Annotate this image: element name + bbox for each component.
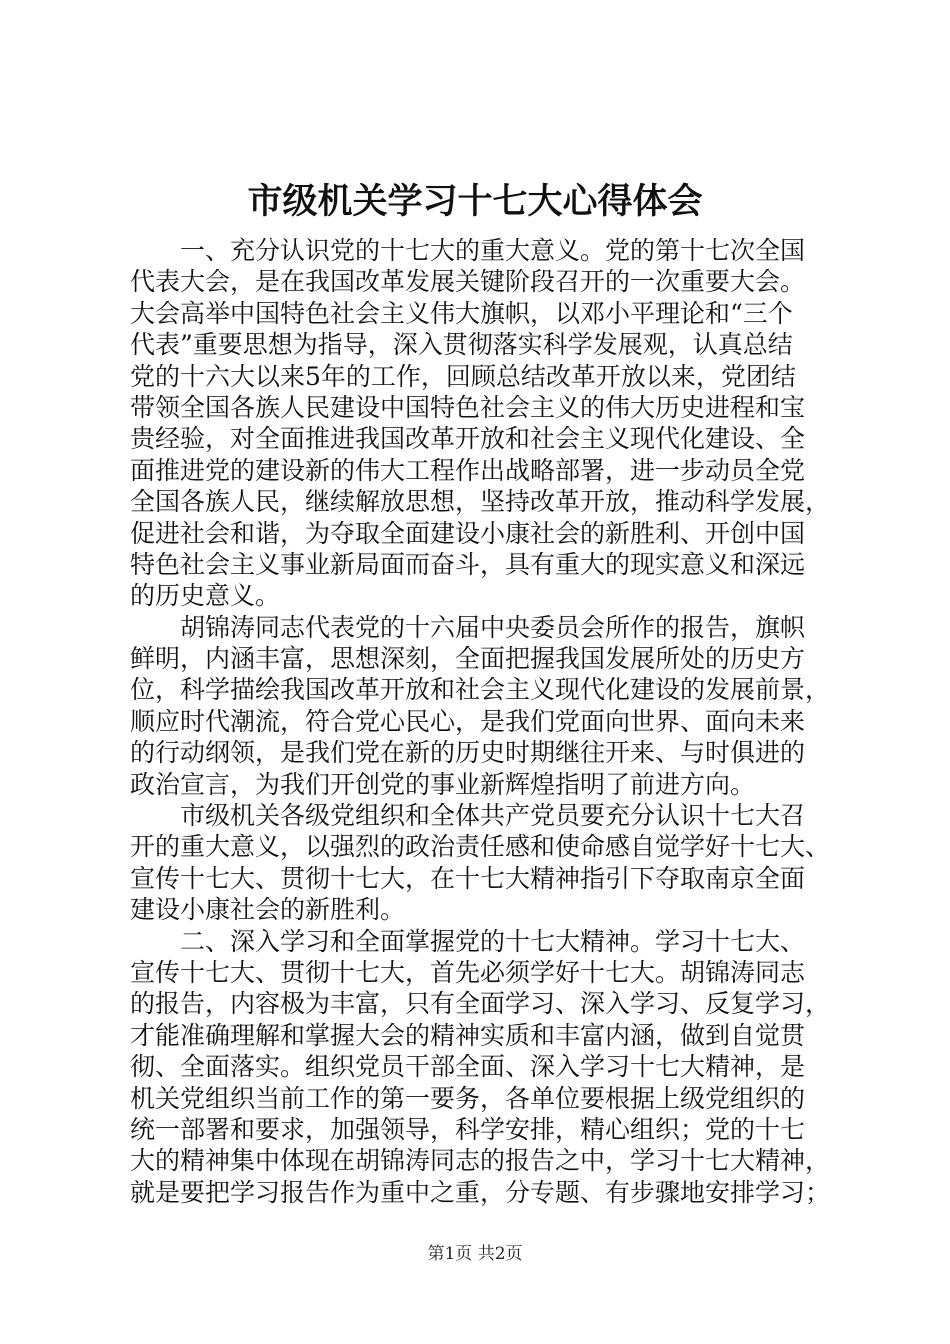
text-line: 就是要把学习报告作为重中之重，分专题、有步骤地安排学习； xyxy=(130,1177,831,1207)
text-line: 的历史意义。 xyxy=(130,581,281,611)
text-line: 才能准确理解和掌握大会的精神实质和丰富内涵，做到自觉贯 xyxy=(130,1020,806,1050)
text-line: 的行动纲领，是我们党在新的历史时期继往开来、与时俱进的 xyxy=(130,738,806,768)
text-line: 顺应时代潮流，符合党心民心，是我们党面向世界、面向未来 xyxy=(130,706,806,736)
document-body xyxy=(130,235,846,1208)
paragraph xyxy=(130,926,846,1209)
document-title: 市级机关学习十七大心得体会 xyxy=(247,181,703,222)
text-line: 开的重大意义，以强烈的政治责任感和使命感自觉学好十七大、 xyxy=(130,832,831,862)
text-line: 大会高举中国特色社会主义伟大旗帜，以邓小平理论和“三个 xyxy=(130,298,793,328)
paragraph xyxy=(130,235,846,612)
text-line: 宣传十七大、贯彻十七大，在十七大精神指引下夺取南京全面 xyxy=(130,863,806,893)
text-line: 彻、全面落实。组织党员干部全面、深入学习十七大精神，是 xyxy=(130,1052,806,1082)
paragraph xyxy=(130,800,846,926)
text-line: 带领全国各族人民建设中国特色社会主义的伟大历史进程和宝 xyxy=(130,392,806,422)
text-line: 面推进党的建设新的伟大工程作出战略部署，进一步动员全党 xyxy=(130,455,806,485)
text-line: 贵经验，对全面推进我国改革开放和社会主义现代化建设、全 xyxy=(130,424,806,454)
text-line: 一、充分认识党的十七大的重大意义。党的第十七次全国 xyxy=(130,236,806,265)
text-line: 宣传十七大、贯彻十七大，首先必须学好十七大。胡锦涛同志 xyxy=(130,957,806,987)
text-line: 代表”重要思想为指导，深入贯彻落实科学发展观，认真总结 xyxy=(130,330,793,360)
text-line: 建设小康社会的新胜利。 xyxy=(130,895,406,925)
text-line: 政治宣言，为我们开创党的事业新辉煌指明了前进方向。 xyxy=(130,769,756,799)
text-line: 胡锦涛同志代表党的十六届中央委员会所作的报告，旗帜 xyxy=(130,612,806,642)
text-line: 特色社会主义事业新局面而奋斗，具有重大的现实意义和深远 xyxy=(130,549,806,579)
page-footer: 第1页 共2页 xyxy=(427,1244,523,1264)
text-line: 党的十六大以来5年的工作，回顾总结改革开放以来，党团结 xyxy=(130,361,796,391)
text-line: 大的精神集中体现在胡锦涛同志的报告之中，学习十七大精神， xyxy=(130,1146,831,1176)
text-line: 统一部署和要求，加强领导，科学安排，精心组织；党的十七 xyxy=(130,1114,806,1144)
text-line: 的报告，内容极为丰富，只有全面学习、深入学习、反复学习， xyxy=(130,989,831,1019)
text-line: 促进社会和谐，为夺取全面建设小康社会的新胜利、开创中国 xyxy=(130,518,806,548)
text-line: 市级机关各级党组织和全体共产党员要充分认识十七大召 xyxy=(130,801,806,831)
paragraph xyxy=(130,612,846,800)
text-line: 鲜明，内涵丰富，思想深刻，全面把握我国发展所处的历史方 xyxy=(130,644,806,674)
text-line: 机关党组织当前工作的第一要务，各单位要根据上级党组织的 xyxy=(130,1083,806,1113)
text-line: 位，科学描绘我国改革开放和社会主义现代化建设的发展前景， xyxy=(130,675,831,705)
text-line: 全国各族人民，继续解放思想，坚持改革开放，推动科学发展， xyxy=(130,487,831,517)
text-line: 代表大会，是在我国改革发展关键阶段召开的一次重要大会。 xyxy=(130,267,806,297)
text-line: 二、深入学习和全面掌握党的十七大精神。学习十七大、 xyxy=(130,926,806,956)
